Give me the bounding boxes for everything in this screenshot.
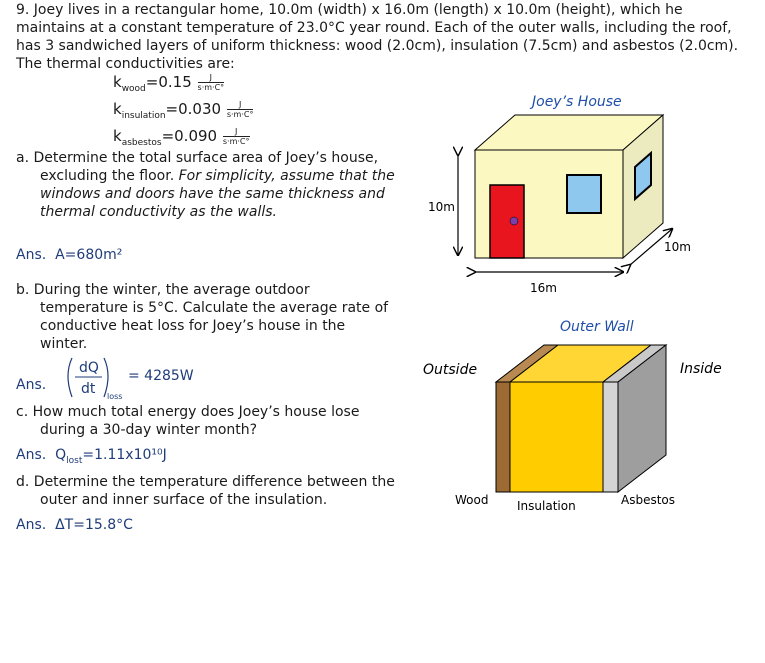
part-b-answer-label: Ans. bbox=[16, 377, 47, 393]
part-b-answer: = 4285W bbox=[128, 368, 194, 384]
part-a-answer: Ans. A=680m² bbox=[16, 247, 123, 263]
height-label: 10m bbox=[428, 200, 455, 214]
door bbox=[490, 185, 524, 258]
k-asbestos: $k_{asbestos}=0.090$ $\frac{J}{s\cdot m\cdot C^\circ}$ bbox=[113, 127, 250, 148]
insulation-label: Insulation bbox=[517, 499, 576, 513]
inside-label: Inside bbox=[680, 361, 722, 377]
part-c-answer: Ans. $Q_{lost}=1.11x10^{10}J$ bbox=[16, 447, 167, 466]
part-d-answer: Ans. ΔT=15.8°C bbox=[16, 517, 133, 533]
outside-label: Outside bbox=[423, 362, 478, 378]
loss-sub: loss bbox=[107, 392, 123, 401]
wood-layer bbox=[496, 382, 510, 492]
wood-label: Wood bbox=[455, 493, 489, 507]
part-c-question: c. How much total energy does Joey’s house lose during a 30-day winter month? bbox=[16, 404, 360, 438]
dt-text: dt bbox=[81, 381, 96, 397]
part-a-question: a. Determine the total surface area of Joey’s house, excluding the floor. For simplicity, assume that the windows and doors have the same thickness and thermal conductivity as the walls. bbox=[16, 150, 395, 220]
asbestos-layer bbox=[603, 382, 618, 492]
house-diagram bbox=[410, 85, 710, 300]
asbestos-label: Asbestos bbox=[621, 493, 676, 507]
part-b-question: b. During the winter, the average outdoor temperature is 5°C. Calculate the average rate of conductive heat loss for Joey’s house in the winter. bbox=[16, 282, 389, 352]
k-insulation: $k_{insulation}=0.030$ $\frac{J}{s\cdot m\cdot C^\circ}$ bbox=[113, 100, 254, 121]
insulation-layer bbox=[510, 382, 603, 492]
dq-text: dQ bbox=[79, 360, 99, 376]
part-d-question: d. Determine the temperature difference between the outer and inner surface of the insulation. bbox=[16, 474, 395, 508]
wall-title: Outer Wall bbox=[560, 319, 634, 335]
dq-dt-fraction bbox=[62, 355, 132, 405]
k-wood: $k_{wood}=0.15$ $\frac{J}{s\cdot m\cdot C^\circ}$ bbox=[113, 73, 225, 94]
width-label: 10m bbox=[664, 240, 691, 254]
window-front bbox=[567, 175, 601, 213]
length-label: 16m bbox=[530, 281, 557, 295]
door-knob bbox=[510, 217, 518, 225]
problem-intro: 9. Joey lives in a rectangular home, 10.0m (width) x 16.0m (length) x 10.0m (height), which he maintains at a constant temperature of 23.0°C year round. Each of the outer walls, including the roof, has 3 sandwiched layers of uniform thickness: wood (2.0cm), insulation (7.5cm) and asbestos (2.0cm). The thermal conductivities are: bbox=[16, 2, 739, 72]
house-title: Joey’s House bbox=[532, 94, 622, 110]
wall-diagram bbox=[410, 310, 740, 525]
